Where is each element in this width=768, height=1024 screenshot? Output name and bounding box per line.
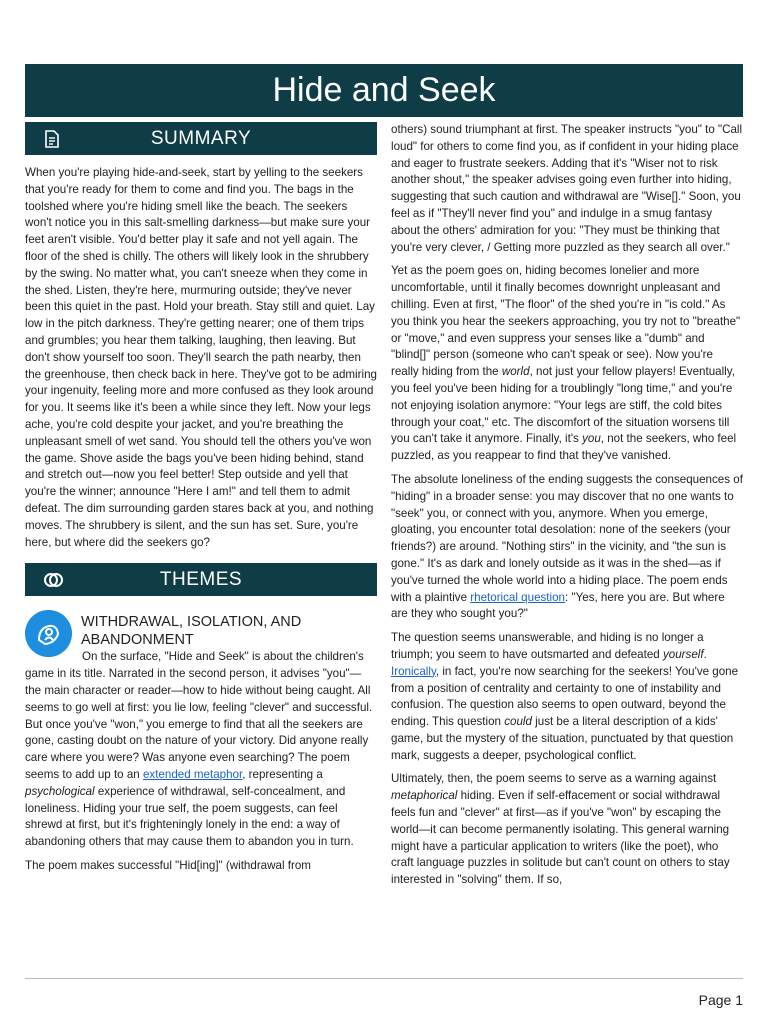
paragraph-6: Ultimately, then, the poem seems to serve as a warning against metaphorical hiding. Even if self-effacement or social withdrawal feels fun and "clever" at first—as if you've "won" by escaping the world—it can become permanently isolating. This general warning might have a particular application to writers (like the poet), who craft language puzzles in solitude but can't count on others to stay interested in "solving" them. If so,	[391, 772, 730, 887]
theme-block	[25, 610, 377, 874]
theme-paragraph-2-start: The poem makes successful "Hid[ing]" (withdrawal from	[25, 858, 311, 872]
theme-paragraph-1: On the surface, "Hide and Seek" is about the children's game in its title. Narrated in the second person, it advises "you"—the main character or reader—how to hide without being caught. All seems to go well at first: you lie low, feeling "clever" and successful. But once you've "won," you emerge to find that all the seekers are gone, casting doubt on the nature of your victory. Did anyone really care where you were? Was anyone even searching? The poem seems to add up to an extended metaphor, representing a psychological experience of withdrawal, self-concealment, and loneliness. Hiding your true self, the poem suggests, can feel shrewd at first, but it's frighteningly lonely in the end: a way of abandoning others that may cause them to abandon you in turn.	[25, 650, 373, 849]
themes-header	[25, 563, 377, 596]
isolation-theme-icon	[25, 610, 72, 657]
rhetorical-question-link[interactable]: rhetorical question	[470, 590, 566, 604]
themes-icon	[43, 571, 63, 589]
summary-text: When you're playing hide-and-seek, start by yelling to the seekers that you're ready for them to come and find you. The bags in the toolshed where you're hiding smell like the beach. The seekers won't notice you in this salt-smelling darkness—but make sure your feet aren't visible. You'd better play it safe and not yell again. The floor of the shed is chilly. The others will likely look in the shrubbery by the swing. No matter what, you can't sneeze when they come in the shed. Listen, they're here, murmuring outside; they've never been this quiet in the past. Hold your breath. Stay still and quiet. Lay low in the pitch darkness. They're getting nearer; one of them trips and grumbles; you hear them talking, laughing, then leaving. But don't show yourself too soon. They'll search the path nearby, then the greenhouse, then check back in here. They've got to be admiring your ingenuity, feeling more and more confused as they look around for you. It seems like it's been a while since they left. Now your legs ache, you're cold despite your jacket, and you're breathing the unpleasant smell of wet sand. You should tell the others you've won the game. Shove aside the bags you've been hiding behind, stand and stretch out—now you feel better! Step outside and yell that you're the winner; announce "Here I am!" and tell them to admit defeat. The dim surrounding garden stares back at you, and nothing moves. The shrubbery is silent, and the sun has set. Sure, you're here, but where did the seekers go?	[25, 166, 377, 549]
paragraph-3: Yet as the poem goes on, hiding becomes lonelier and more uncomfortable, until it finally becomes downright unpleasant and chilling. Even at first, "The floor" of the shed you're in "is cold." As you think you hear the seekers approaching, you try not to "breathe" or "move," and even suppress your senses like a "dumb" and "blind[]" person (someone who can't speak or see). Now you're really hiding from the world, not just your fellow players! Eventually, you feel you've been hiding for a troublingly "long time," and you're not enjoying isolation anymore: "Your legs are stiff, the cold bites through your coat," etc. The discomfort of the situation worsens till you can't take it anymore. Finally, it's you, not the seekers, who feel puzzled, as you reappear to find that they've vanished.	[391, 264, 741, 463]
page-title: Hide and Seek	[25, 64, 743, 117]
ironically-link[interactable]: Ironically	[391, 664, 436, 678]
left-column	[25, 122, 377, 882]
theme-title: WITHDRAWAL, ISOLATION, AND ABANDONMENT	[81, 614, 302, 649]
paragraph-2-continued: others) sound triumphant at first. The speaker instructs "you" to "Call loud" for others to come find you, as if confident in your hiding place and eager to frustrate seekers. Adding that it's "Wiser not to risk another shout," the speaker advises going even further into hiding, suggesting that such caution and withdrawal are "Wise[]." Soon, you feel as if "They'll never find you" and indulge in a smug fantasy about the others' admiration for you: "They must be thinking that you're very clever, / Getting more puzzled as they search all over."	[391, 123, 743, 254]
paragraph-5: The question seems unanswerable, and hiding is no longer a triumph; you seem to have outsmarted and defeated yourself. Ironically, in fact, you're now searching for the seekers! You've gone from a position of centrality and certainty to one of instability and confusion. The question also seems to open outward, beyond the ending. This question could just be a literal description of a kids' game, but the mystery of the situation, punctuated by that question mark, suggests a deeper, psychological conflict.	[391, 631, 739, 762]
footer-divider	[25, 978, 743, 979]
right-column	[391, 122, 743, 896]
summary-header	[25, 122, 377, 155]
extended-metaphor-link[interactable]: extended metaphor	[142, 767, 243, 781]
page-number: Page 1	[698, 992, 743, 1008]
document-icon	[43, 130, 61, 148]
summary-heading: SUMMARY	[150, 127, 252, 149]
themes-heading: THEMES	[159, 568, 243, 590]
paragraph-4: The absolute loneliness of the ending suggests the consequences of "hiding" in a broader sense: you may discover that no one wants to "seek" you, or connect with you, anymore. When you emerge, gloating, you encounter total desolation: none of the seekers (your friends?) are around. "Nothing stirs" in the vicinity, and "the sun is gone." It's as dark and lonely outside as it was in the shed—as if you've turned the whole world into a hiding place. The poem ends with a plaintive rhetorical question: "Yes, here you are. But where are they who sought you?"	[391, 472, 743, 621]
